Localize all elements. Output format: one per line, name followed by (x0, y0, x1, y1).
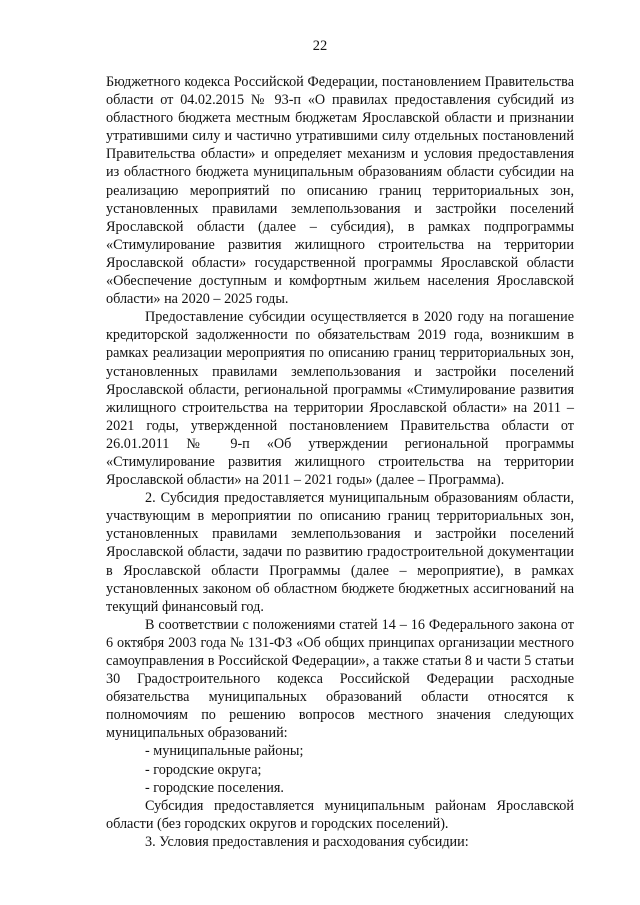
paragraph-subsidy-recipients: Субсидия предоставляется муниципальным районам Ярославской области (без городских округов и городских поселений). (106, 797, 574, 832)
paragraph-item-3: 3. Условия предоставления и расходования субсидии: (145, 833, 469, 850)
document-body (106, 73, 574, 851)
paragraph-continuation: Бюджетного кодекса Российской Федерации, постановлением Правительства области от 04.02.2015 № 93-п «О правилах предоставления субсидий из областного бюджета местным бюджетам Ярославской области и признании утратившими силу и частично утратившими силу отдельных постановлений Правительства области» и определяет механизм и условия предоставления из областного бюджета муниципальным образованиям области субсидии на реализацию мероприятий по описанию границ территориальных зон, установленных правилами землепользования и застройки поселений Ярославской области (далее – субсидия), в рамках подпрограммы «Стимулирование развития жилищного строительства на территории Ярославской области» государственной программы Ярославской области «Обеспечение доступным и комфортным жильем населения Ярославской области» на 2020 – 2025 годы. (106, 74, 574, 308)
list-item-municipal-districts: - муниципальные районы; (145, 743, 304, 760)
paragraph-subsidy-provision: Предоставление субсидии осуществляется в 2020 году на погашение кредиторской задолженности по обязательствам 2019 года, возникшим в рамках реализации мероприятия по описанию границ территориальных зон, установленных правилами землепользования и застройки поселений Ярославской области, региональной программы «Стимулирование развития жилищного строительства на территории Ярославской области» на 2011 – 2021 годы, утвержденной постановлением Правительства области от 26.01.2011 № 9-п «Об утверждении региональной программы «Стимулирование развития жилищного строительства на территории Ярославской области» на 2011 – 2021 годы» (далее – Программа). (106, 309, 574, 489)
paragraph-item-2: 2. Субсидия предоставляется муниципальным образованиям области, участвующим в мероприятии по описанию границ территориальных зон, установленных правилами землепользования и застройки поселений Ярославской области, задачи по развитию градостроительной документации в Ярославской области Программы (далее – мероприятие), в рамках установленных законом об областном бюджете бюджетных ассигнований на текущий финансовый год. (106, 490, 574, 615)
paragraph-legal-basis: В соответствии с положениями статей 14 – 16 Федерального закона от 6 октября 2003 года № 131-ФЗ «Об общих принципах организации местного самоуправления в Российской Федерации», а также статьи 8 и части 5 статьи 30 Градостроительного кодекса Российской Федерации расходные обязательства муниципальных образований области относятся к полномочиям по решению вопросов местного значения следующих муниципальных образований: (106, 616, 574, 742)
list-item-urban-settlements: - городские поселения. (145, 779, 284, 796)
list-item-city-districts: - городские округа; (145, 761, 262, 778)
page-number: 22 (312, 38, 328, 54)
